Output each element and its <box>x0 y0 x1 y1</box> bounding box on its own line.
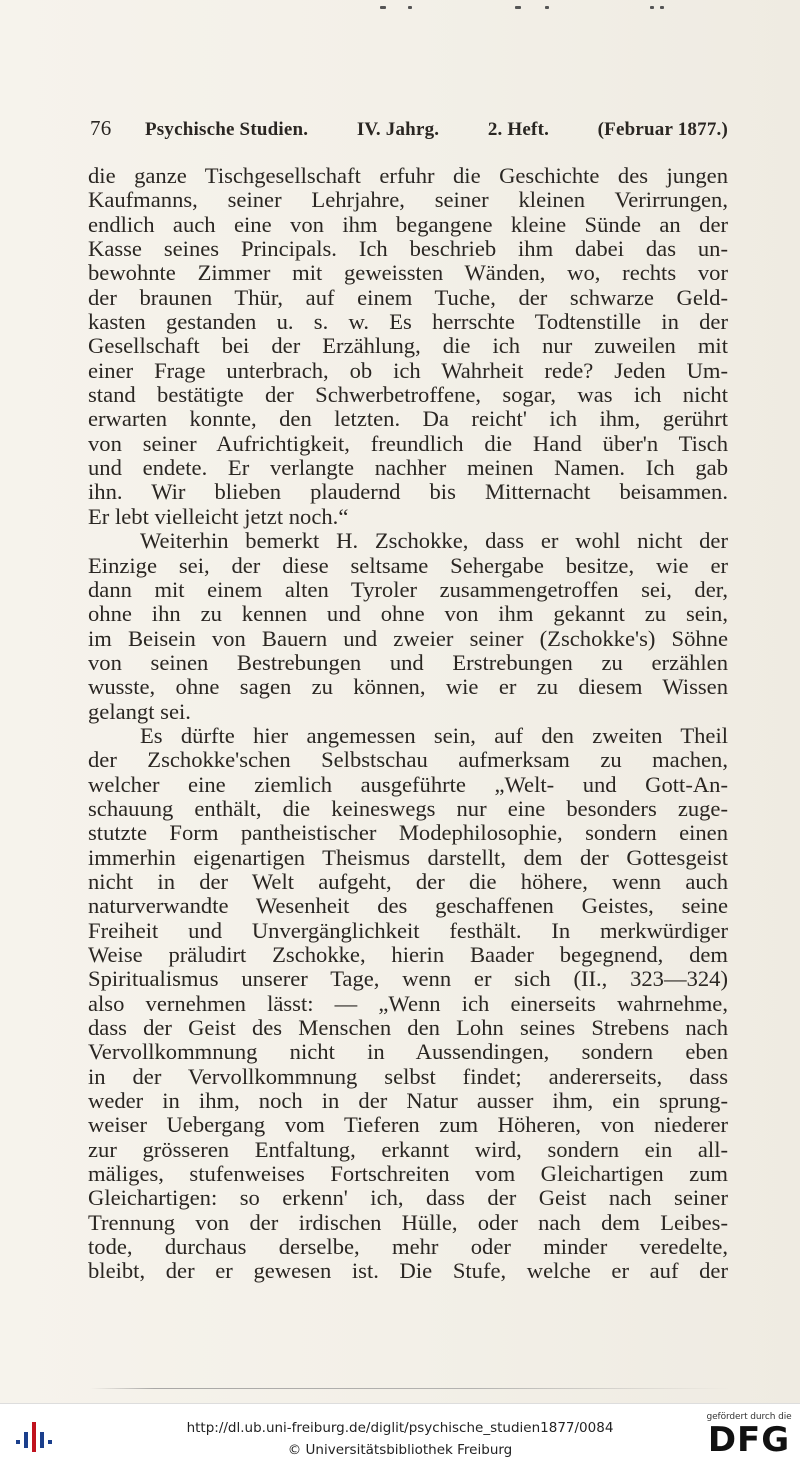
text-line: von seiner Aufrichtigkeit, freundlich die Hand über'n Tisch <box>88 430 728 456</box>
permalink-url[interactable]: http://dl.ub.uni-freiburg.de/diglit/psychische_studien1877/0084 <box>186 1420 614 1436</box>
text-line: dann mit einem alten Tyroler zusammengetroffen sei, der, <box>88 576 728 602</box>
text-line: gelangt sei. <box>88 698 191 724</box>
text-line: der Zschokke'schen Selbstschau aufmerksam zu machen, <box>88 747 728 773</box>
text-line: nicht in der Welt aufgeht, der die höhere, wenn auch <box>88 868 728 894</box>
text-line: mäliges, stufenweises Fortschreiten vom Gleichartigen zum <box>88 1161 728 1187</box>
text-line: Spiritualismus unserer Tage, wenn er sich (II., 323—324) <box>88 966 728 992</box>
copyright-notice: © Universitätsbibliothek Freiburg <box>287 1442 513 1458</box>
text-line: naturverwandte Wesenheit des geschaffenen Geistes, seine <box>88 893 728 919</box>
text-line: dass der Geist des Menschen den Lohn seines Strebens nach <box>88 1015 728 1041</box>
text-line: Vervollkommnung nicht in Aussendingen, sondern eben <box>88 1039 728 1065</box>
text-line: tode, durchaus derselbe, mehr oder minder veredelte, <box>88 1234 728 1260</box>
text-line: Freiheit und Unvergänglichkeit festhält. In merkwürdiger <box>88 917 728 943</box>
running-header <box>90 116 728 146</box>
text-line: der braunen Thür, auf einem Tuche, der schwarze Geld- <box>88 284 728 310</box>
text-line: zur grösseren Entfaltung, erkannt wird, sondern ein all- <box>88 1136 728 1162</box>
text-line: einer Frage unterbrach, ob ich Wahrheit rede? Jeden Um- <box>88 357 728 383</box>
text-line: und endete. Er verlangte nachher meinen Namen. Ich gab <box>88 455 728 481</box>
dfg-tagline: gefördert durch die <box>706 1412 792 1422</box>
dfg-logo-text: DFG <box>707 1420 791 1460</box>
text-line: Einzige sei, der diese seltsame Sehergabe besitze, wie er <box>88 552 728 578</box>
scan-edge-marks <box>0 0 800 20</box>
text-line: also vernehmen lässt: — „Wenn ich einerseits wahrnehme, <box>88 990 728 1016</box>
text-line: wusste, ohne sagen zu können, wie er zu diesem Wissen <box>88 674 728 700</box>
issue-label: 2. Heft. <box>487 119 550 140</box>
body-text <box>88 164 728 1284</box>
bottom-scan-rule <box>90 1388 730 1389</box>
text-line: immerhin eigenartigen Theismus darstellt, dem der Gottesgeist <box>88 844 728 870</box>
text-line: Weiterhin bemerkt H. Zschokke, dass er wohl nicht der <box>140 528 728 554</box>
text-line: Kasse seines Principals. Ich beschrieb ihm dabei das un- <box>88 236 728 262</box>
viewer-footer <box>0 1403 800 1466</box>
dfg-logo <box>706 1412 792 1462</box>
text-line: im Beisein von Bauern und zweier seiner (Zschokke's) Söhne <box>88 625 728 651</box>
text-line: Kaufmanns, seiner Lehrjahre, seiner kleinen Verirrungen, <box>88 187 728 213</box>
issue-date: (Februar 1877.) <box>597 119 728 140</box>
text-line: Trennung von der irdischen Hülle, oder nach dem Leibes- <box>88 1209 728 1235</box>
text-line: stand bestätigte der Schwerbetroffene, sogar, was ich nicht <box>88 382 728 408</box>
text-line: bleibt, der er gewesen ist. Die Stufe, welche er auf der <box>88 1258 728 1284</box>
text-line: erwarten konnte, den letzten. Da reicht' ich ihm, gerührt <box>88 406 728 432</box>
text-line: weiser Uebergang vom Tieferen zum Höheren, von niederer <box>88 1112 728 1138</box>
text-line: welcher eine ziemlich ausgeführte „Welt- und Gott-An- <box>88 771 728 797</box>
text-line: weder in ihm, noch in der Natur ausser ihm, ein sprung- <box>88 1088 728 1114</box>
text-line: in der Vervollkommnung selbst findet; andererseits, dass <box>88 1063 728 1089</box>
text-line: von seinen Bestrebungen und Erstrebungen zu erzählen <box>88 649 728 675</box>
text-line: kasten gestanden u. s. w. Es herrschte Todtenstille in der <box>88 309 728 335</box>
text-line: Gesellschaft bei der Erzählung, die ich nur zuweilen mit <box>88 333 728 359</box>
text-line: endlich auch eine von ihm begangene kleine Sünde an der <box>88 211 728 237</box>
text-line: Gleichartigen: so erkenn' ich, dass der Geist nach seiner <box>88 1185 728 1211</box>
journal-title: Psychische Studien. <box>145 119 309 140</box>
text-line: Weise präludirt Zschokke, hierin Baader begegnend, dem <box>88 942 728 967</box>
text-line: Es dürfte hier angemessen sein, auf den zweiten Theil <box>140 722 728 748</box>
text-line: ihn. Wir blieben plaudernd bis Mitternacht beisammen. <box>88 479 728 505</box>
text-line: ohne ihn zu kennen und ohne von ihm gekannt zu sein, <box>88 601 728 627</box>
text-line: die ganze Tischgesellschaft erfuhr die Geschichte des jungen <box>88 163 728 188</box>
text-line: bewohnte Zimmer mit geweissten Wänden, wo, rechts vor <box>88 260 728 286</box>
text-line: stutzte Form pantheistischer Modephilosophie, sondern einen <box>88 820 728 846</box>
text-line: schauung enthält, die keineswegs nur eine besonders zuge- <box>88 795 728 821</box>
page-number: 76 <box>90 116 112 140</box>
volume-label: IV. Jahrg. <box>356 119 440 140</box>
text-line: Er lebt vielleicht jetzt noch.“ <box>88 503 349 529</box>
